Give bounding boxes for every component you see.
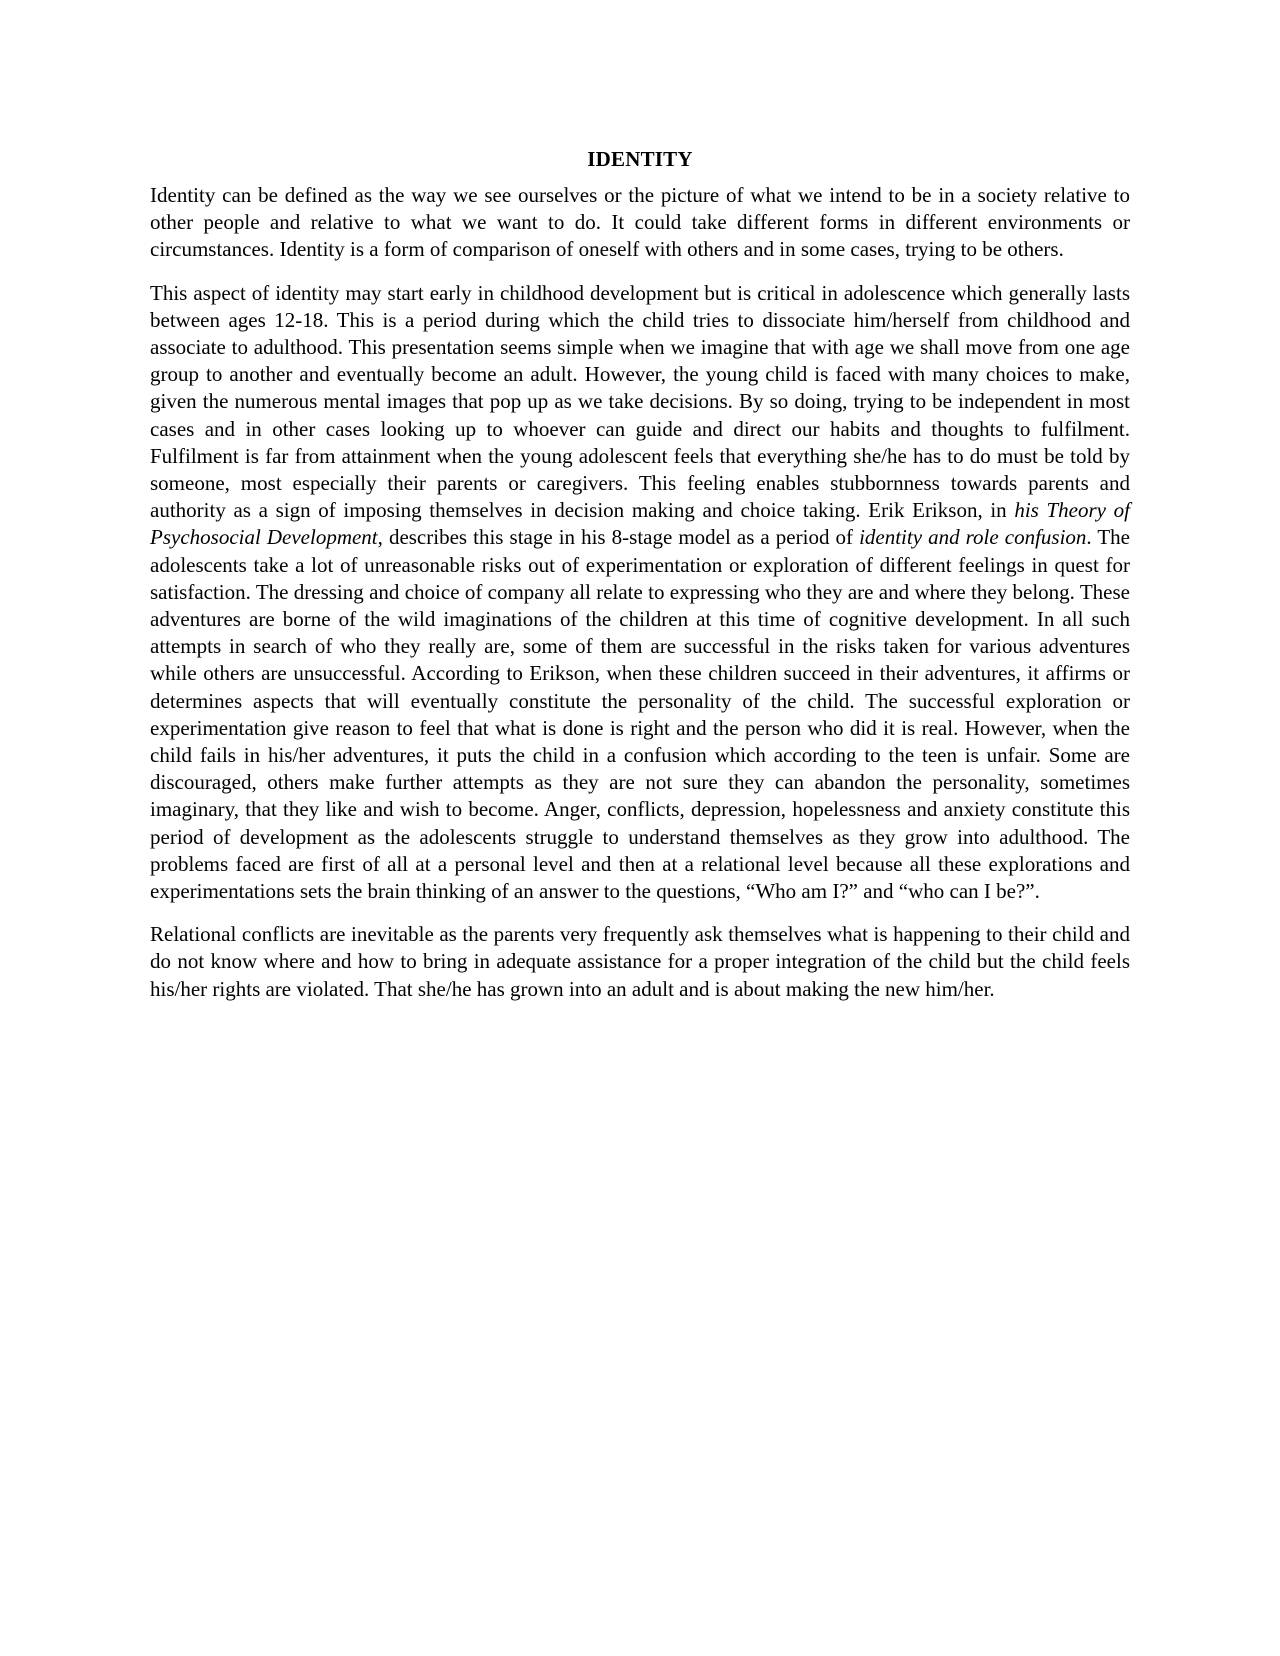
paragraph-text-part1: This aspect of identity may start early in childhood development but is critical in adolescence which generally lasts between ages 12-18. This is a period during which the child tries to dissociate him/herself from childhood and associate to adulthood. This presentation seems simple when we imagine that with age we shall move from one age group to another and eventually become an adult. However, the young child is faced with many choices to make, given the numerous mental images that pop up as we take decisions. By so doing, trying to be independent in most cases and in other cases looking up to whoever can guide and direct our habits and thoughts to fulfilment. Fulfilment is far from attainment when the young adolescent feels that everything she/he has to do must be told by someone, most especially their parents or caregivers. This feeling enables stubbornness towards parents and authority as a sign of imposing themselves in decision making and choice taking. Erik Erikson, in: [150, 280, 1130, 523]
theory-title-italic: his Theory of Psychosocial Development: [150, 498, 1130, 550]
paragraph-text-part3: . The adolescents take a lot of unreasonable risks out of experimentation or exploration of different feelings in quest for satisfaction. The dressing and choice of company all relate to expressing who they are and where they belong. These adventures are borne of the wild imaginations of the children at this time of cognitive development. In all such attempts in search of who they really are, some of them are successful in the risks taken for various adventures while others are unsuccessful. According to Erikson, when these children succeed in their adventures, it affirms or determines aspects that will eventually constitute the personality of the child. The successful exploration or experimentation give reason to feel that what is done is right and the person who did it is real. However, when the child fails in his/her adventures, it puts the child in a confusion which according to the teen is unfair. Some are discouraged, others make further attempts as they are not sure they can abandon the personality, sometimes imaginary, that they like and wish to become. Anger, conflicts, depression, hopelessness and anxiety constitute this period of development as the adolescents struggle to understand themselves as they grow into adulthood. The problems faced are first of all at a personal level and then at a relational level because all these explorations and experimentations sets the brain thinking of an answer to the questions, “Who am I?” and “who can I be?”.: [150, 525, 1130, 904]
paragraph-definition: [150, 182, 1130, 264]
document-page: [150, 146, 1130, 1019]
paragraph-adolescence: [150, 280, 1130, 906]
document-title: IDENTITY: [587, 147, 693, 171]
stage-name-italic: identity and role confusion: [859, 525, 1087, 550]
paragraph-text: Relational conflicts are inevitable as the parents very frequently ask themselves what is happening to their child and do not know where and how to bring in adequate assistance for a proper integration of the child but the child feels his/her rights are violated. That she/he has grown into an adult and is about making the new him/her.: [150, 922, 1130, 1001]
paragraph-relational-conflicts: [150, 921, 1130, 1003]
paragraph-text-part2: , describes this stage in his 8-stage model as a period of: [377, 525, 860, 550]
paragraph-text: Identity can be defined as the way we see ourselves or the picture of what we intend to be in a society relative to other people and relative to what we want to do. It could take different forms in different environments or circumstances. Identity is a form of comparison of oneself with others and in some cases, trying to be others.: [150, 183, 1130, 262]
